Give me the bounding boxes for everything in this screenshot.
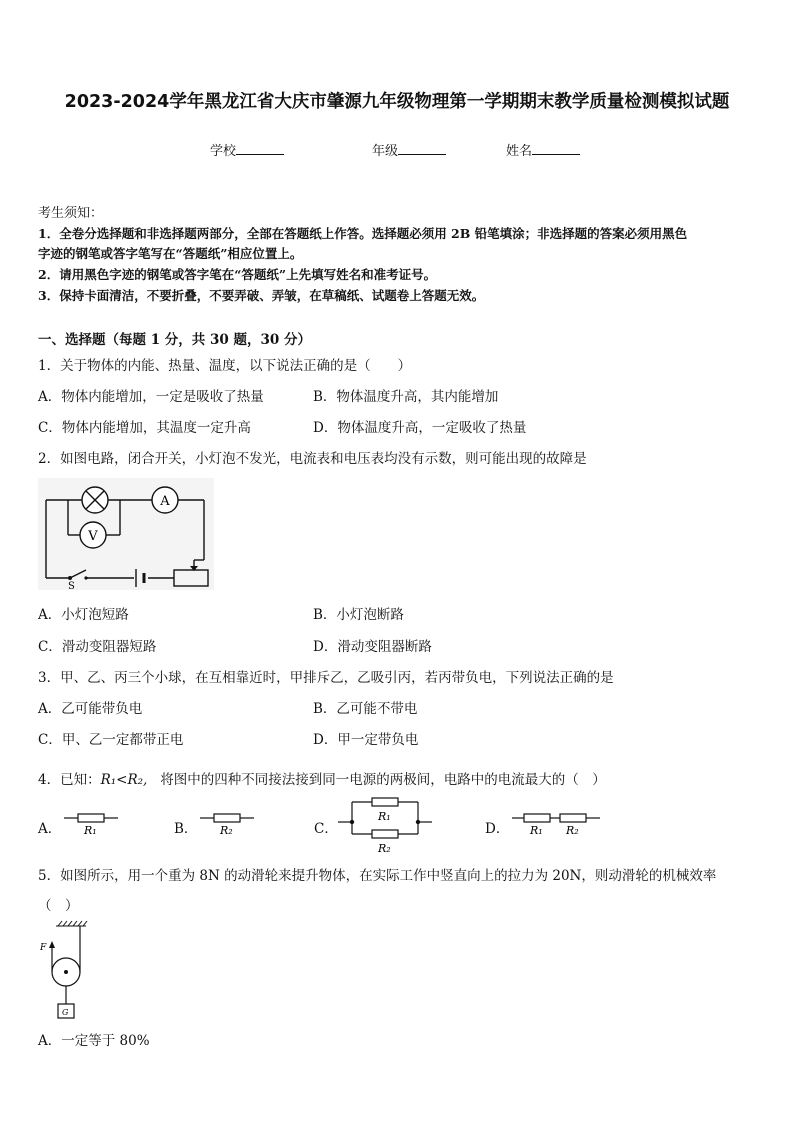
q4-d-r1-label: R₁: [530, 824, 543, 837]
q1-option-a: A．物体内能增加，一定是吸收了热量: [38, 389, 264, 405]
q3-option-c: C．甲、乙一定都带正电: [38, 732, 184, 748]
q5-pulley-diagram: [36, 920, 96, 1024]
school-field: [210, 140, 284, 159]
notice-heading: 考生须知：: [38, 206, 104, 221]
ceiling-hatch: [56, 921, 87, 926]
q4-option-b-circuit: [198, 808, 258, 838]
q1-option-b: B．物体温度升高，其内能增加: [313, 389, 499, 405]
q4-stem: [38, 768, 606, 788]
voltmeter-label: V: [88, 529, 98, 544]
voltmeter-symbol: [80, 522, 106, 548]
grade-label: 年级: [372, 144, 399, 159]
q4-option-b-label: B．: [174, 821, 198, 837]
name-blank: [532, 142, 580, 155]
grade-field: [372, 140, 446, 159]
q4-stem-post: 将图中的四种不同接法接到同一电源的两极间，电路中的电流最大的（ ）: [160, 772, 606, 788]
q4-stem-pre: 4．已知：: [38, 772, 101, 788]
q5-stem-line-1: 5．如图所示，用一个重为 8N 的动滑轮来提升物体，在实际工作中竖直向上的拉力为 20N，则动滑轮的机械效率: [38, 868, 717, 884]
q1-stem: 1．关于物体的内能、热量、温度，以下说法正确的是（ ）: [38, 358, 412, 374]
q4-b-r2-label: R₂: [220, 824, 233, 837]
q3-option-d: D．甲一定带负电: [313, 732, 419, 748]
school-blank: [236, 142, 284, 155]
q2-figure-background: [38, 478, 214, 590]
q2-option-d: D．滑动变阻器断路: [313, 639, 432, 655]
q4-stem-condition: R₁<R₂,: [100, 772, 148, 788]
notice-item-1-line-2: 字迹的钢笔或答字笔写在“答题纸”相应位置上。: [38, 246, 303, 261]
q4-option-d-label: D．: [485, 821, 510, 837]
q4-option-d-circuit: [510, 808, 602, 838]
q1-option-c: C．物体内能增加，其温度一定升高: [38, 420, 251, 436]
q2-stem: 2．如图电路，闭合开关，小灯泡不发光，电流表和电压表均没有示数，则可能出现的故障是: [38, 451, 587, 467]
q2-option-b: B．小灯泡断路: [313, 607, 404, 623]
name-label: 姓名: [506, 144, 533, 159]
section-title: 一、选择题（每题 1 分，共 30 题，30 分）: [38, 332, 311, 348]
name-field: [506, 140, 580, 159]
q2-circuit-diagram: [38, 478, 214, 590]
q3-stem: 3．甲、乙、丙三个小球，在互相靠近时，甲排斥乙，乙吸引丙，若丙带负电，下列说法正确的是: [38, 670, 614, 686]
q3-option-a: A．乙可能带负电: [38, 701, 143, 717]
page-title: 2023-2024学年黑龙江省大庆市肇源九年级物理第一学期期末教学质量检测模拟试题: [64, 92, 730, 112]
q4-c-r1-label: R₁: [378, 810, 391, 823]
lamp-symbol: [82, 487, 108, 513]
school-label: 学校: [210, 144, 237, 159]
notice-item-1-line-1: 1．全卷分选择题和非选择题两部分，全部在答题纸上作答。选择题必须用 2B 铅笔填涂；非选择题的答案必须用黑色: [38, 226, 688, 241]
q5-option-a: A．一定等于 80%: [38, 1033, 150, 1049]
q4-option-c-label: C．: [314, 821, 338, 837]
q4-option-a-label: A．: [38, 821, 62, 837]
switch-label: S: [68, 581, 75, 590]
weight-label: G: [62, 1008, 69, 1017]
ammeter-label: A: [160, 494, 170, 509]
q3-option-b: B．乙可能不带电: [313, 701, 418, 717]
notice-item-3: 3．保持卡面清洁，不要折叠，不要弄破、弄皱，在草稿纸、试题卷上答题无效。: [38, 288, 485, 303]
ammeter-symbol: [152, 487, 178, 513]
q4-option-c-circuit: [336, 792, 434, 854]
q4-option-a-circuit: [62, 808, 122, 838]
q1-option-d: D．物体温度升高，一定吸收了热量: [313, 420, 527, 436]
q4-a-r1-label: R₁: [84, 824, 97, 837]
notice-item-2: 2．请用黑色字迹的钢笔或答字笔在“答题纸”上先填写姓名和准考证号。: [38, 267, 437, 282]
q5-stem-line-2: （ ）: [38, 898, 79, 914]
q4-c-r2-label: R₂: [378, 842, 391, 854]
q2-option-c: C．滑动变阻器短路: [38, 639, 157, 655]
force-label: F: [40, 943, 47, 953]
grade-blank: [398, 142, 446, 155]
force-arrow: [49, 941, 55, 948]
q4-d-r2-label: R₂: [566, 824, 579, 837]
q2-option-a: A．小灯泡短路: [38, 607, 129, 623]
